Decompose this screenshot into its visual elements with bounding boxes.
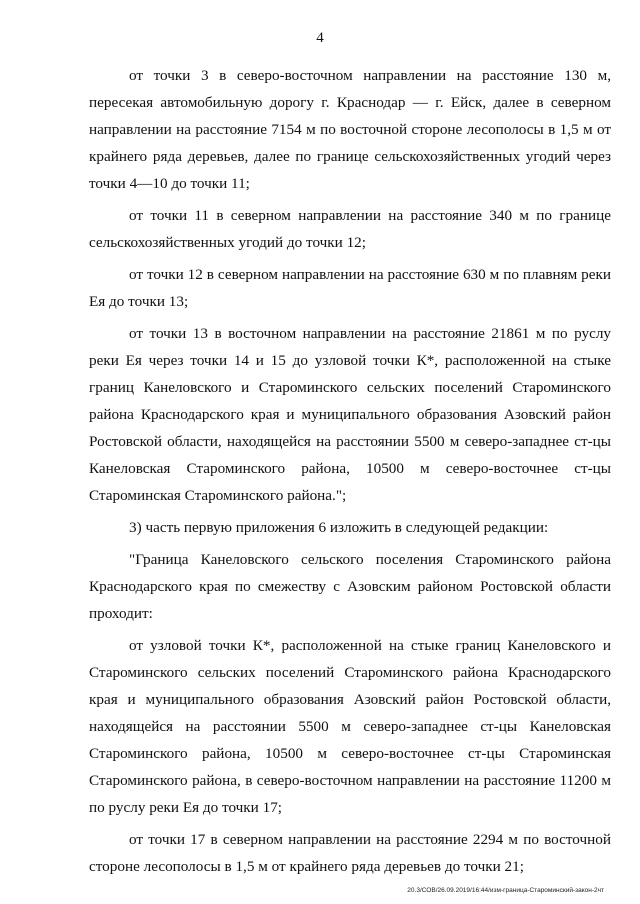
paragraph: 3) часть первую приложения 6 изложить в следующей редакции:	[129, 519, 549, 536]
paragraph: от точки 12 в северном направлении на расстояние 630 м по плавням реки Ея до точки 13;	[89, 266, 611, 310]
document-footer: 20.3/СОВ/26.09.2019/16:44/изм-граница-Староминский-закон-2чт	[407, 887, 604, 894]
paragraph: от точки 17 в северном направлении на расстояние 2294 м по восточной стороне лесополосы в 1,5 м от крайнего ряда деревьев до точки 21;	[89, 831, 611, 875]
document-body	[89, 62, 611, 885]
paragraph: от точки 13 в восточном направлении на расстояние 21861 м по руслу реки Ея через точки 14 и 15 до узловой точки К*, расположенной на стыке границ Канеловского и Староминского сельских поселений Староминского района Краснодарского края и муниципального образования Азовский район Ростовской области, находящейся на расстоянии 5500 м северо-западнее ст-цы Канеловская Староминского района, 10500 м северо-восточнее ст-цы Староминская Староминского района.";	[89, 325, 611, 504]
paragraph: "Граница Канеловского сельского поселения Староминского района Краснодарского края по смежеству с Азовским районом Ростовской области проходит:	[89, 551, 611, 622]
paragraph: от точки 3 в северо-восточном направлении на расстояние 130 м, пересекая автомобильную дорогу г. Краснодар — г. Ейск, далее в северном направлении на расстояние 7154 м по восточной стороне лесополосы в 1,5 м от крайнего ряда деревьев, далее по границе сельскохозяйственных угодий через точки 4—10 до точки 11;	[89, 67, 611, 192]
paragraph: от узловой точки К*, расположенной на стыке границ Канеловского и Староминского сельских поселений Староминского района Краснодарского края и муниципального образования Азовский район Ростовской области, находящейся на расстоянии 5500 м северо-западнее ст-цы Канеловская Староминского района, 10500 м северо-восточнее ст-цы Староминская Староминского района, в северо-восточном направлении на расстояние 11200 м по руслу реки Ея до точки 17;	[89, 637, 611, 816]
paragraph: от точки 11 в северном направлении на расстояние 340 м по границе сельскохозяйственных угодий до точки 12;	[89, 207, 611, 251]
page-number: 4	[316, 30, 324, 46]
